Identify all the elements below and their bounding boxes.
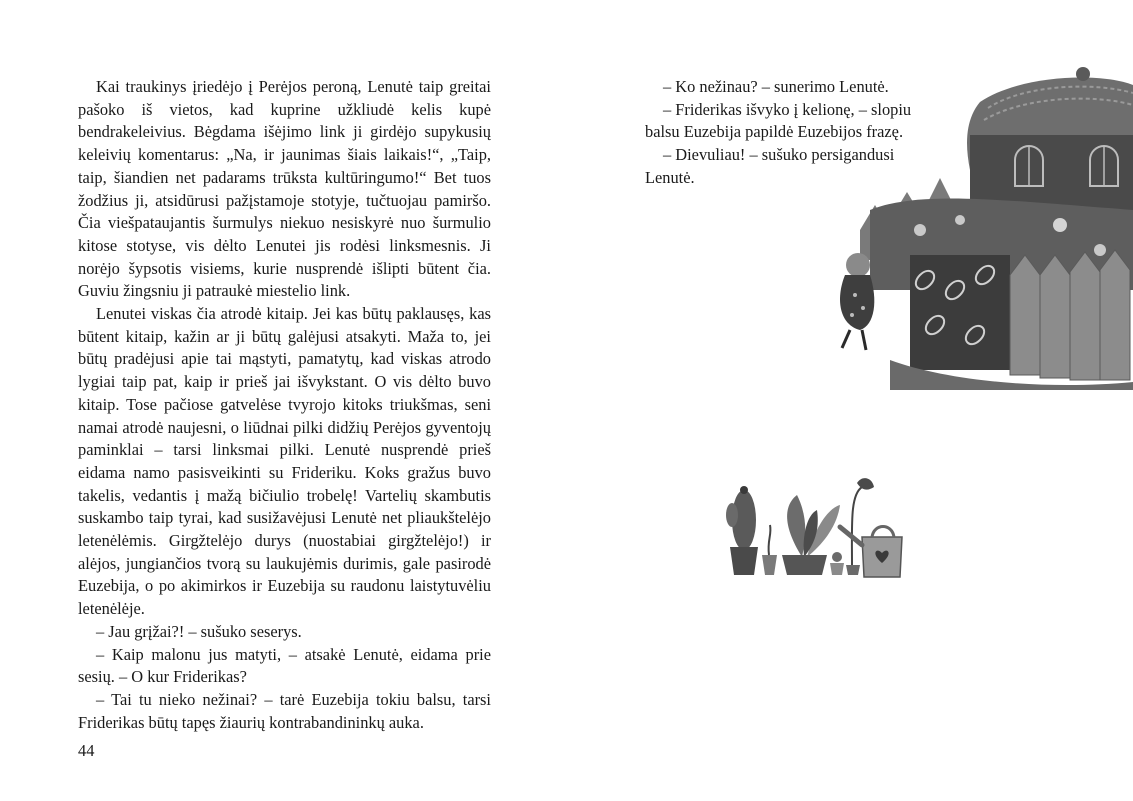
paragraph-1: Kai traukinys įriedėjo į Perėjos peroną, Lenutė taip greitai pašoko iš vietos, kad kuprine užkliudė kelis kupė bendrakeleivius. Bėgdama išėjimo link ji girdėjo supykusių keleivių komentarus: „Na, ir jaunimas šiais laikais!“, „Taip, taip, šiandien net padarams trūksta kultūringumo!“ Bet tuos žodžius ji, atsidūrusi pažįstamoje stotyje, tučtuojau pamiršo. Čia viešpataujantis šurmulys niekuo nesiskyrė nuo šurmulio kitose stotyse, vis dėlto Lenutei jis rodėsi linksmesnis. Ji norėjo šypsotis visiems, kurie nusprendė išlipti būtent čia. Guviu žingsniu ji patraukė miestelio link.	[78, 77, 491, 301]
dialogue-line-1: – Ko nežinau? – sunerimo Lenutė.	[663, 77, 889, 96]
left-page-text	[78, 76, 491, 734]
paragraph-2: Lenutei viskas čia atrodė kitaip. Jei kas būtų paklausęs, kas būtent kitaip, kažin ar ji būtų galėjusi atsakyti. Maža to, jei būtų pradėjusi apie tai mąstyti, pamatytų, kad viskas atrodo lygiai taip pat, kaip ir prieš jai išvykstant. O vis dėlto buvo kitaip. Tose pačiose gatvelėse tvyrojo kitoks triukšmas, seni namai atrodė naujesni, o liūdnai pilki didžių Perėjos gyventojų paminklai – tarsi linksmai pilki. Lenutė nusprendė prieš eidama namo pasisveikinti su Frideriku. Koks gražus buvo takelis, vedantis į mažą bičiulio trobelę! Vartelių skambutis suskambo taip tyrai, kad susižavėjusi Lenutė net pliaukštelėjo letenėlėmis. Girgžtelėjo durys (nuostabiai girgžtelėjo!) ir alėjos, jungiančios tvorą su laukujėmis durimis, gale pasirodė Euzebija, o po akimirkos ir Euzebija su raudonu laistytuvėliu letenėlėje.	[78, 304, 491, 619]
paragraph-4: – Kaip malonu jus matyti, – atsakė Lenutė, eidama prie sesių. – O kur Friderikas?	[78, 644, 491, 687]
potted-plants-illustration	[722, 465, 912, 580]
page-number: 44	[78, 741, 95, 760]
dialogue-line-2: – Friderikas išvyko į kelionę, – slopiu balsu Euzebija papildė Euzebijos frazę.	[645, 99, 912, 142]
paragraph-3: – Jau grįžai?! – sušuko seserys.	[96, 621, 302, 641]
dialogue-line-3: – Dievuliau! – sušuko persigandusi Lenutė.	[645, 145, 895, 187]
paragraph-5: – Tai tu nieko nežinai? – tarė Euzebija tokiu balsu, tarsi Friderikas būtų tapęs žiaurių kontrabandininkų auka.	[78, 689, 491, 732]
house-garden-illustration	[830, 60, 1133, 390]
